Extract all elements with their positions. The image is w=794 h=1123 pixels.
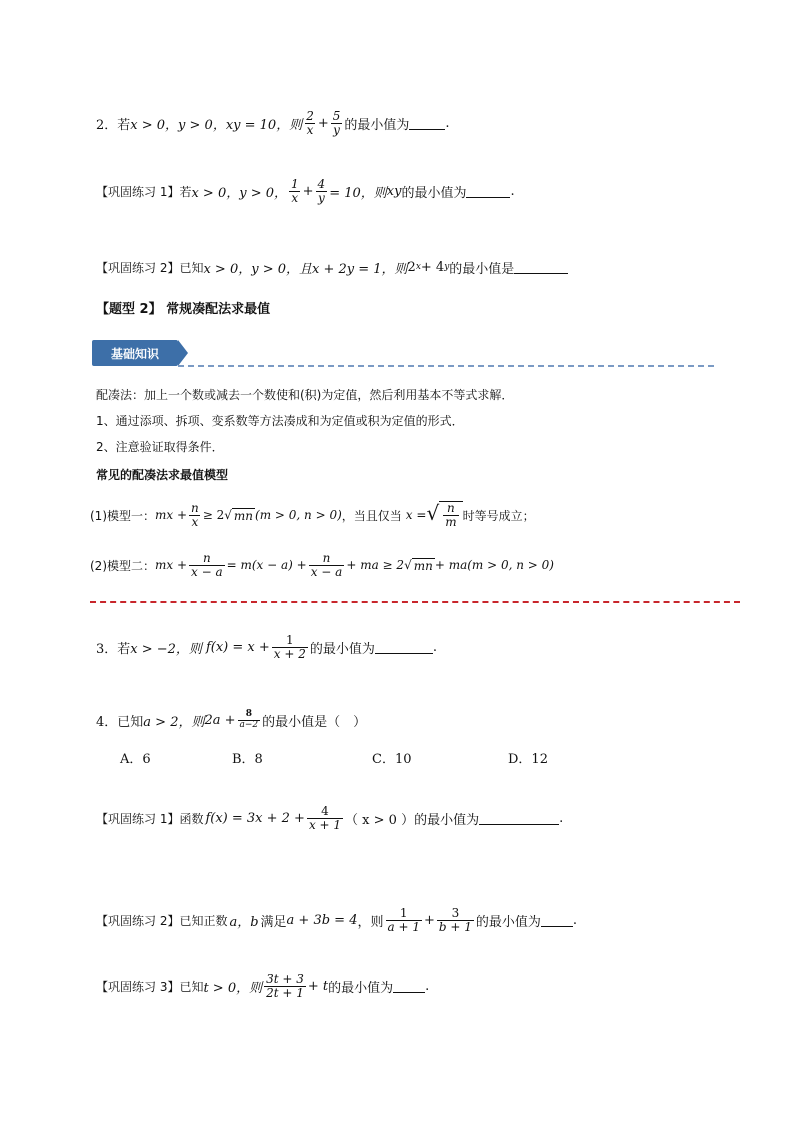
option-d[interactable]: D．12 [508,752,548,767]
sqrt: √ mn [224,507,254,523]
fraction: $\frac{4}{y}$ [317,176,326,205]
fraction: $\frac{4}{x + 1}$ [308,803,342,832]
answer-blank[interactable] [541,914,573,927]
question-2-number: 2．若 [96,117,131,133]
answer-blank[interactable] [375,641,433,654]
answer-blank[interactable] [466,185,510,198]
answer-blank[interactable] [393,980,425,993]
fraction: $\frac{1}{a + 1}$ [387,905,420,934]
option-b[interactable]: B．8 [232,752,263,767]
sqrt: √ mn [404,557,433,573]
fraction: $\frac{n}{x - a}$ [310,550,343,579]
divider [178,365,714,367]
fraction: $\frac{5}{y}$ [332,108,341,137]
model-1: (1)模型一： mx + $\frac{n}{x}$ ≥ 2 √ mn (m > 0, n > 0) ，当且仅当 x = √ $\frac{n}{m}$ 时等号成立； [90,500,535,529]
practice-4-3: 【巩固练习 3】已知 t > 0，则 $\frac{3t + 3}{2t + 1}$ + t 的最小值为 . [96,971,430,1000]
practice-tag: 【巩固练习 1】若 [96,184,192,199]
practice-4-2: 【巩固练习 2】已知正数 a，b 满足 a + 3b = 4 ，则 $\frac{1}{a + 1}$ + $\frac{3}{b + 1}$ 的最小值为 . [96,905,578,934]
practice-condition: x > 0，y > 0， [191,185,287,201]
knowledge-line: 2、注意验证取得条件． [96,440,224,454]
question-3: 3．若 x > −2，则 f(x) = x + $\frac{1}{x + 2}$ 的最小值为 . [96,632,437,661]
answer-blank[interactable] [514,261,568,274]
section-title: 【题型 2】 常规凑配法求最值 [96,302,271,317]
question-2: 2．若 x > 0，y > 0，xy = 10，则 $\frac{2}{x}$ + $\frac{5}{y}$ 的最小值为 . [96,108,450,137]
fraction: $\frac{8}{a-2}$ [239,709,259,730]
model-2: (2)模型二： mx + $\frac{n}{x - a}$ = m(x − a) + $\frac{n}{x - a}$ + ma ≥ 2 √ mn + ma(m > 0, n > 0) [90,550,554,579]
question-4: 4．已知 a > 2，则 2a + $\frac{8}{a-2}$ 的最小值是（ ） [96,709,367,730]
fraction: $\frac{1}{x}$ [291,176,299,205]
answer-blank[interactable] [409,117,445,130]
sqrt: √ $\frac{n}{m}$ [426,501,462,528]
question-2-condition: x > 0，y > 0，xy = 10，则 [130,117,303,133]
answer-blank[interactable] [479,812,559,825]
practice-2: 【巩固练习 2】已知 x > 0，y > 0，且 x + 2y = 1，则 2 x + 4 y 的最小值是 [96,256,568,278]
option-a[interactable]: A．6 [120,752,151,767]
fraction: $\frac{2}{x}$ [306,108,314,137]
knowledge-line: 1、通过添项、拆项、变系数等方法凑成和为定值或积为定值的形式． [96,414,464,428]
fraction: $\frac{n}{x - a}$ [191,550,223,579]
section-divider [90,601,740,603]
knowledge-badge: 基础知识 [92,340,178,366]
practice-1: 【巩固练习 1】若 x > 0，y > 0， $\frac{1}{x}$ + $\frac{4}{y}$ = 10，则 xy 的最小值为 . [96,176,515,205]
fraction: $\frac{n}{x}$ [191,500,199,529]
knowledge-line: 配凑法：加上一个数或减去一个数使和(积)为定值，然后利用基本不等式求解． [96,388,514,402]
practice-4-1: 【巩固练习 1】函数 f(x) = 3x + 2 + $\frac{4}{x + 1}$ （ x > 0 ）的最小值为 . [96,803,564,832]
fraction: $\frac{1}{x + 2}$ [273,632,306,661]
option-c[interactable]: C．10 [372,752,412,767]
fraction: $\frac{n}{m}$ [445,501,457,529]
fraction: $\frac{3}{b + 1}$ [438,905,472,934]
knowledge-subtitle: 常见的配凑法求最值模型 [96,468,229,482]
practice-tag: 【巩固练习 2】已知 [96,260,204,275]
fraction: $\frac{3t + 3}{2t + 1}$ [266,971,304,1000]
